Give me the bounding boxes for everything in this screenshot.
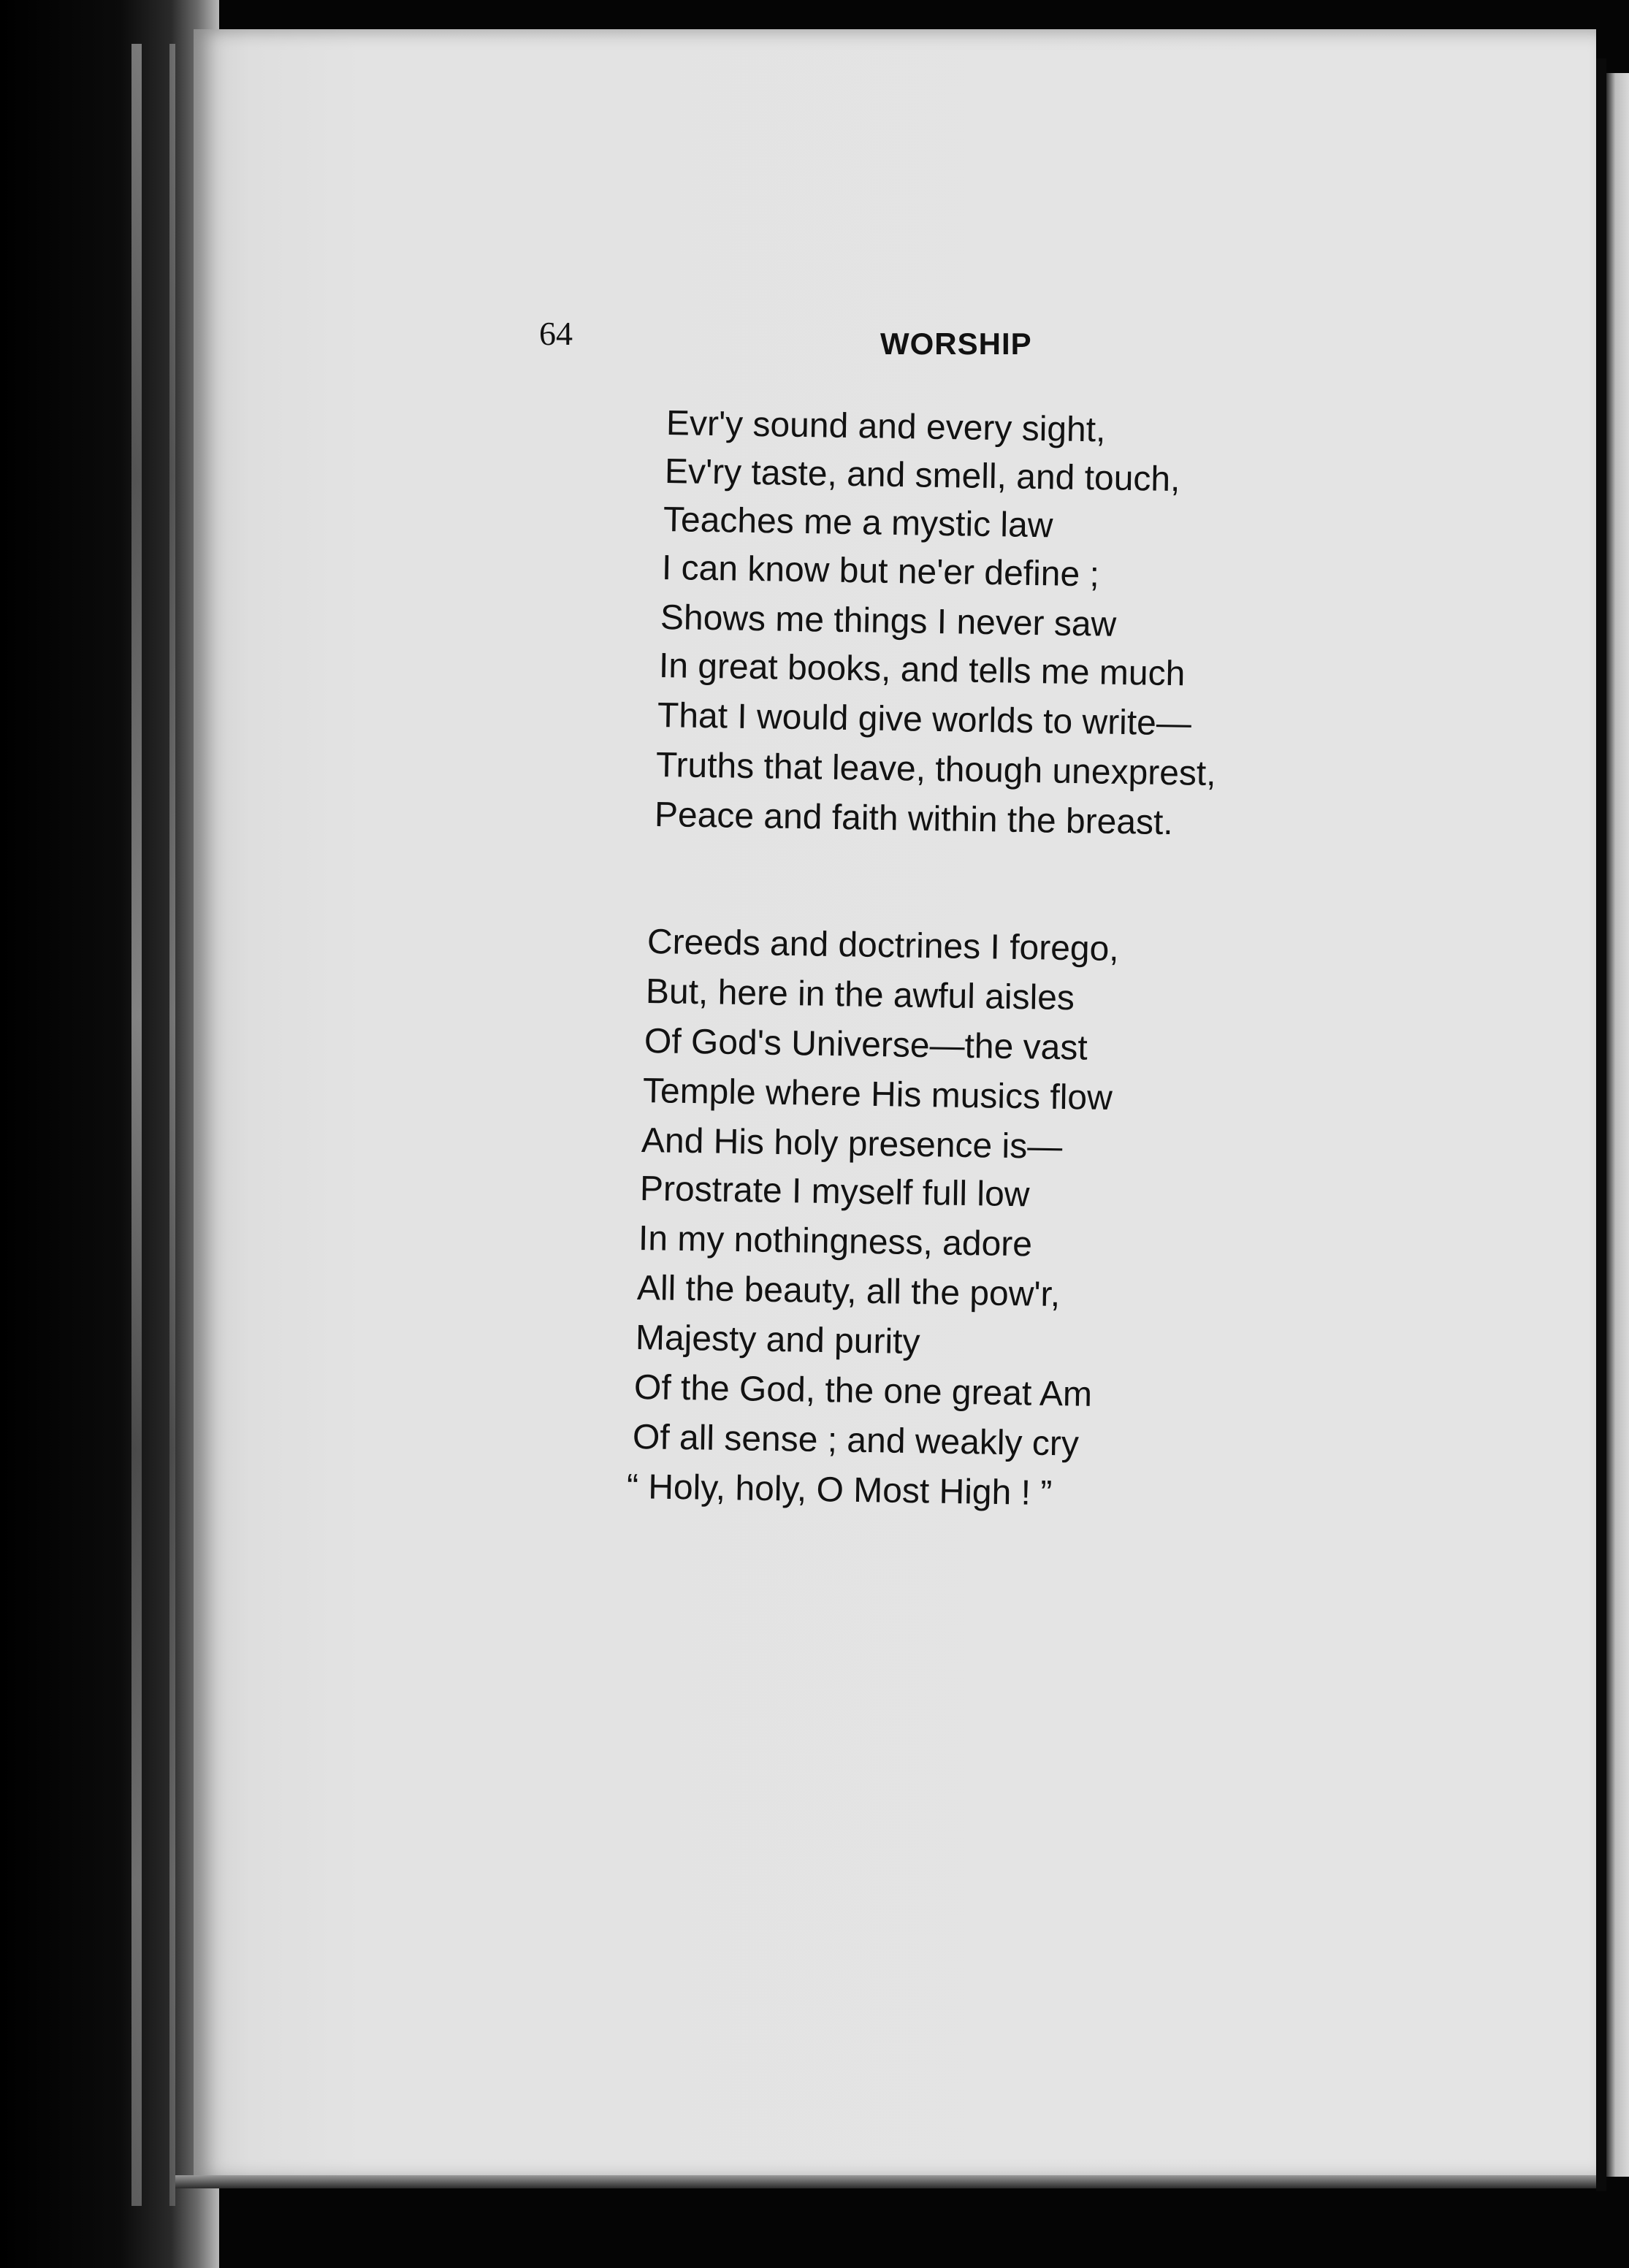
poem-line: I can know but ne'er define ; — [661, 549, 1100, 595]
poem-line: But, here in the awful aisles — [645, 972, 1075, 1018]
poem-line: Peace and faith within the breast. — [654, 795, 1174, 843]
page-number: 64 — [539, 315, 573, 352]
poem-line: That I would give worlds to write— — [657, 696, 1192, 744]
poem-line: Majesty and purity — [635, 1318, 920, 1362]
poem-line: Shows me things I never saw — [660, 598, 1117, 644]
poem-line: Temple where His musics flow — [642, 1072, 1113, 1118]
poem-line: Evr'y sound and every sight, — [665, 404, 1106, 450]
poem-line: Of the God, the one great Am — [633, 1368, 1093, 1414]
poem-line: Truths that leave, though unexprest, — [655, 746, 1217, 794]
next-page-edge — [1606, 73, 1629, 2177]
poem-line: All the beauty, all the pow'r, — [636, 1269, 1061, 1315]
poem-line: And His holy presence is— — [641, 1121, 1063, 1167]
page-bottom-edge — [175, 2175, 1600, 2188]
poem-line: Prostrate I myself full low — [639, 1169, 1030, 1215]
page-right-gap — [1596, 58, 1606, 2191]
poem-line: Creeds and doctrines I forego, — [646, 923, 1120, 969]
running-title: WORSHIP — [880, 327, 1032, 361]
binding-streak — [131, 44, 142, 2206]
poem-line: Of God's Universe—the vast — [644, 1022, 1088, 1068]
poem-line: In great books, and tells me much — [658, 646, 1186, 694]
poem-line: Of all sense ; and weakly cry — [632, 1418, 1080, 1464]
poem-line: Teaches me a mystic law — [663, 500, 1053, 546]
book-binding — [0, 0, 219, 2268]
poem-line: “ Holy, holy, O Most High ! ” — [626, 1467, 1053, 1513]
poem-line: Ev'ry taste, and smell, and touch, — [664, 452, 1180, 500]
binding-streak — [169, 44, 175, 2206]
poem-line: In my nothingness, adore — [638, 1219, 1033, 1264]
